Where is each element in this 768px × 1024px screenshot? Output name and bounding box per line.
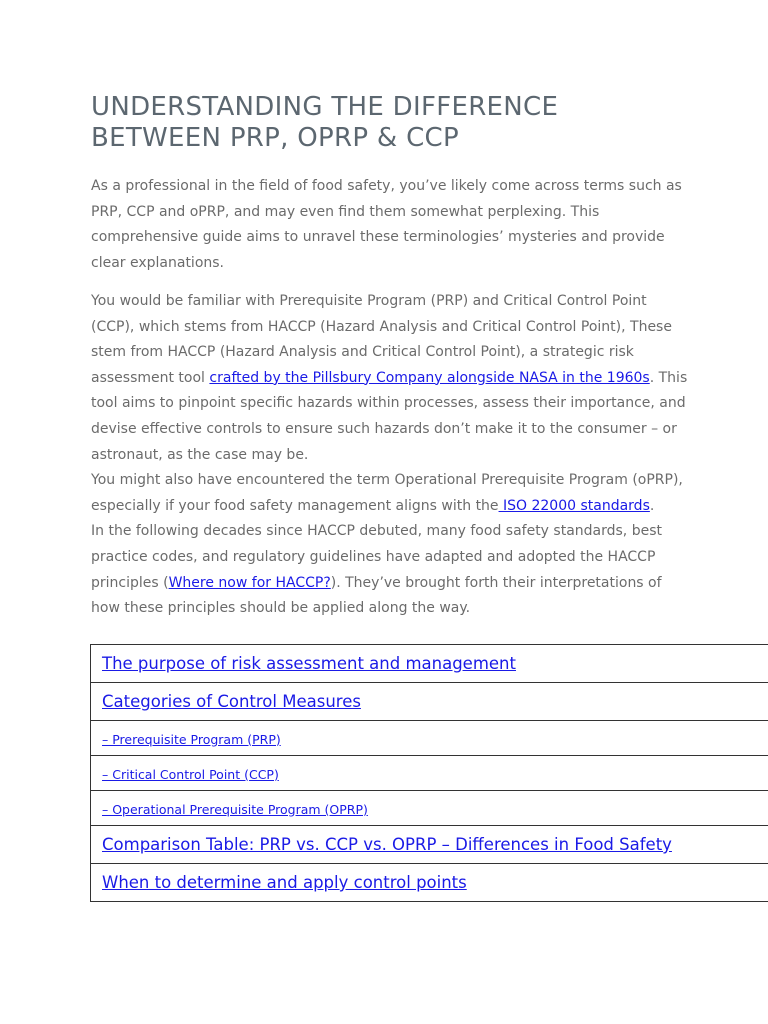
body-text-3: You might also have encountered the term Operational Prerequisite Program (oPRP), especially if your food safety management aligns with the [91,472,683,514]
toc-link-comparison-table[interactable]: Comparison Table: PRP vs. CCP vs. OPRP – Differences in Food Safety [102,835,672,854]
where-now-haccp-link[interactable]: Where now for HACCP? [168,574,331,591]
toc-row [91,864,768,902]
toc-cell [91,826,768,864]
iso-22000-link[interactable]: ISO 22000 standards [498,497,650,514]
toc-cell [91,864,768,902]
toc-cell [91,791,768,826]
toc-row [91,721,768,756]
toc-cell [91,721,768,756]
toc-row [91,756,768,791]
pillsbury-nasa-link[interactable]: crafted by the Pillsbury Company alongside NASA in the 1960s [209,369,650,386]
title-line-2: BETWEEN PRP, OPRP & CCP [91,123,459,153]
toc-row [91,791,768,826]
toc-cell [91,645,768,683]
toc-cell [91,756,768,791]
body-text-2: . This tool aims to pinpoint specific hazards within processes, assess their importance, and devise effective controls to ensure such hazards don’t make it to the consumer – or astronaut, as the case may be. [91,369,688,463]
toc-cell [91,683,768,721]
toc-row [91,645,768,683]
toc-link-control-points[interactable]: When to determine and apply control points [102,873,467,892]
table-of-contents [90,644,768,902]
page-title [91,92,731,154]
toc-row [91,826,768,864]
toc-link-prp[interactable]: – Prerequisite Program (PRP) [102,731,281,747]
body-paragraph [91,289,691,622]
toc-link-risk-assessment[interactable]: The purpose of risk assessment and management [102,654,516,673]
toc-link-control-measures[interactable]: Categories of Control Measures [102,692,361,711]
title-line-1: UNDERSTANDING THE DIFFERENCE [91,92,559,122]
intro-paragraph: As a professional in the field of food safety, you’ve likely come across terms such as PRP, CCP and oPRP, and may even find them somewhat perplexing. This comprehensive guide aims to unravel these terminologies’ mysteries and provide clear explanations. [91,178,682,271]
toc-link-ccp[interactable]: – Critical Control Point (CCP) [102,766,279,782]
body-text-1: You would be familiar with Prerequisite Program (PRP) and Critical Control Point (CCP), which stems from HACCP (Hazard Analysis and Critical Control Point), These stem from HACCP (Hazard Analysis and Critical Control Point), a strategic risk assessment tool [91,293,672,386]
body-text-6: ). They’ve brought forth their interpretations of how these principles should be applied along the way. [91,574,662,617]
toc-row [91,683,768,721]
body-text-4: . [649,497,655,514]
body-text-5: In the following decades since HACCP debuted, many food safety standards, best practice codes, and regulatory guidelines have adapted and adopted the HACCP principles ( [91,523,662,591]
toc-link-oprp[interactable]: – Operational Prerequisite Program (OPRP) [102,801,368,817]
